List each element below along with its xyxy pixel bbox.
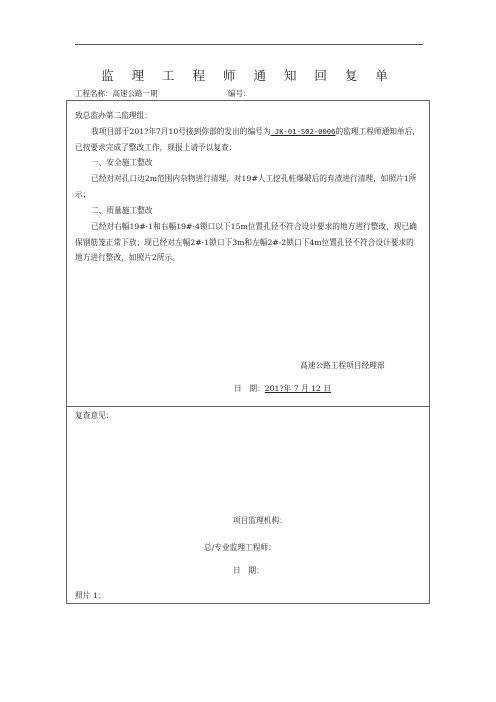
section2-text: 已经对右幅19#-1和右幅19#-4锁口以下15m位置孔径不符合设计要求的地方进行整改，现已确保钢筋笼正常下放；现已经对左幅2#-1锁口下3m和左幅2#-2锁口下4m位置孔径不符合设计要求的地方进行整改，如照片2所示。 <box>75 222 417 262</box>
header-rule <box>75 44 423 45</box>
section1-heading: 一、安全施工整改 <box>91 158 153 167</box>
section2-heading: 二、质量施工整改 <box>91 206 153 215</box>
reply-date-value: 201?年 7 月 12 日 <box>264 384 332 393</box>
doc-number: JK-01-S02-0006 <box>270 127 336 136</box>
section1-text: 已经对对孔口边2m范围内杂物进行清理，对19#人工挖孔桩爆破后的弃渣进行清理，如照片1所示； <box>75 174 417 199</box>
review-opinion-label: 复查意见： <box>75 411 114 420</box>
table-divider-review <box>66 406 430 407</box>
page-title: 监 理 工 程 师 通 知 回 复 单 <box>101 68 395 83</box>
reply-date-label: 日 期： <box>234 384 265 393</box>
intro-paragraph <box>75 124 421 155</box>
table-divider-photo <box>66 603 430 604</box>
project-name-label: 工程名称：高速公路一期 <box>75 89 158 98</box>
engineer-label: 总/专业监理工程师： <box>204 543 276 552</box>
reply-date <box>234 381 331 397</box>
department-signature: 高速公路工程项目经理部 <box>300 361 385 370</box>
photo-label: 照片 1： <box>75 591 106 600</box>
review-date-label: 日 期： <box>233 566 264 575</box>
intro-text-after: 的监理工程师通知单后，已按要求完成了整改工作，现报上请予以复查： <box>75 127 421 152</box>
salutation: 致总监办第二监理组： <box>75 111 152 120</box>
intro-text: 我项目部于201?年7月10号接到你部的发出的编号为 <box>91 127 271 136</box>
supervision-org-label: 项目监理机构： <box>233 516 287 525</box>
number-label: 编号： <box>228 89 251 98</box>
